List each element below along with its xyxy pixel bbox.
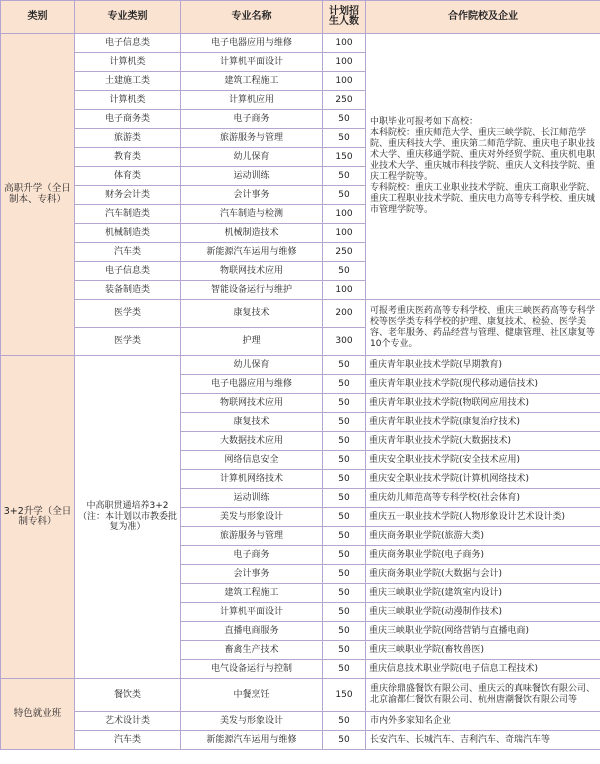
partner-cell: 重庆青年职业技术学院(大数据技术)	[366, 432, 600, 451]
major-cell: 电子电器应用与维修	[181, 34, 323, 53]
partner-cell: 重庆三峡职业学院(建筑室内设计)	[366, 584, 600, 603]
major-cell: 康复技术	[181, 413, 323, 432]
count-cell: 50	[323, 262, 366, 281]
partner-cell: 重庆青年职业技术学院(康复治疗技术)	[366, 413, 600, 432]
partner-cell: 重庆信息技术职业学院(电子信息工程技术)	[366, 660, 600, 679]
type-cell: 财务会计类	[75, 186, 181, 205]
count-cell: 50	[323, 167, 366, 186]
section-category: 高职升学（全日制本、专科）	[1, 34, 75, 356]
major-cell: 电气设备运行与控制	[181, 660, 323, 679]
count-cell: 100	[323, 281, 366, 300]
table-body	[1, 34, 600, 750]
major-cell: 直播电商服务	[181, 622, 323, 641]
major-cell: 美发与形象设计	[181, 712, 323, 731]
partner-cell: 重庆三峡职业学院(网络营销与直播电商)	[366, 622, 600, 641]
count-cell: 50	[323, 622, 366, 641]
partner-colleges-note: 中职毕业可报考如下高校： 本科院校：重庆师范大学、重庆三峡学院、长江师范学院、重庆科技大学、重庆第二师范学院、重庆电子职业技术大学、重庆移通学院、重庆对外经贸学院、重庆机电职业技术大学、重庆城市科技学院、重庆人文科技学院、重庆工程学院等。 专科院校：重庆工业职业技术学院、重庆工商职业学院、重庆工程职业技术学院、重庆电力高等专科学校、重庆城市管理学院等。	[366, 34, 600, 300]
table-row	[1, 34, 600, 53]
section-category: 3+2升学（全日制专科）	[1, 356, 75, 679]
major-cell: 物联网技术应用	[181, 394, 323, 413]
table-row	[1, 712, 600, 731]
partner-cell: 重庆青年职业技术学院(早期教育)	[366, 356, 600, 375]
count-cell: 50	[323, 451, 366, 470]
type-cell: 医学类	[75, 328, 181, 356]
partner-cell: 重庆徐鼎盛餐饮有限公司、重庆云的真味餐饮有限公司、北京渝都仁餐饮有限公司、杭州唐潮餐饮有限公司等	[366, 679, 600, 712]
major-cell: 中餐烹饪	[181, 679, 323, 712]
major-cell: 物联网技术应用	[181, 262, 323, 281]
section-category: 特色就业班	[1, 679, 75, 750]
type-cell: 机械制造类	[75, 224, 181, 243]
count-cell: 50	[323, 394, 366, 413]
count-cell: 50	[323, 470, 366, 489]
partner-cell: 重庆五一职业技术学院(人物形象设计艺术设计类)	[366, 508, 600, 527]
count-cell: 50	[323, 129, 366, 148]
major-cell: 会计事务	[181, 565, 323, 584]
major-cell: 康复技术	[181, 300, 323, 328]
partner-cell: 重庆三峡职业学院(动漫制作技术)	[366, 603, 600, 622]
major-cell: 大数据技术应用	[181, 432, 323, 451]
count-cell: 50	[323, 508, 366, 527]
major-cell: 建筑工程施工	[181, 584, 323, 603]
type-cell: 计算机类	[75, 53, 181, 72]
count-cell: 150	[323, 679, 366, 712]
partner-cell: 重庆青年职业技术学院(现代移动通信技术)	[366, 375, 600, 394]
major-cell: 汽车制造与检测	[181, 205, 323, 224]
count-cell: 50	[323, 712, 366, 731]
major-cell: 旅游服务与管理	[181, 129, 323, 148]
type-cell: 汽车类	[75, 731, 181, 750]
major-cell: 网络信息安全	[181, 451, 323, 470]
type-cell: 旅游类	[75, 129, 181, 148]
partner-cell: 重庆安全职业技术学院(安全技术应用)	[366, 451, 600, 470]
count-cell: 200	[323, 300, 366, 328]
major-cell: 电子商务	[181, 110, 323, 129]
major-cell: 运动训练	[181, 489, 323, 508]
major-cell: 建筑工程施工	[181, 72, 323, 91]
header-count: 计划招生人数	[323, 1, 366, 34]
count-cell: 50	[323, 641, 366, 660]
major-cell: 计算机应用	[181, 91, 323, 110]
major-cell: 会计事务	[181, 186, 323, 205]
count-cell: 50	[323, 565, 366, 584]
major-cell: 计算机平面设计	[181, 603, 323, 622]
type-cell: 装备制造类	[75, 281, 181, 300]
major-cell: 计算机平面设计	[181, 53, 323, 72]
major-cell: 机械制造技术	[181, 224, 323, 243]
major-cell: 美发与形象设计	[181, 508, 323, 527]
count-cell: 50	[323, 356, 366, 375]
major-cell: 智能设备运行与维护	[181, 281, 323, 300]
count-cell: 50	[323, 413, 366, 432]
count-cell: 50	[323, 432, 366, 451]
count-cell: 150	[323, 148, 366, 167]
header-category: 类别	[1, 1, 75, 34]
count-cell: 50	[323, 546, 366, 565]
type-cell: 汽车制造类	[75, 205, 181, 224]
partner-cell: 重庆幼儿师范高等专科学校(社会体育)	[366, 489, 600, 508]
count-cell: 50	[323, 660, 366, 679]
count-cell: 300	[323, 328, 366, 356]
count-cell: 250	[323, 243, 366, 262]
count-cell: 250	[323, 91, 366, 110]
major-cell: 畜禽生产技术	[181, 641, 323, 660]
major-cell: 护理	[181, 328, 323, 356]
type-cell: 教育类	[75, 148, 181, 167]
type-cell: 体育类	[75, 167, 181, 186]
type-cell-merged: 中高职贯通培养3+2（注：本计划以市教委批复为准）	[75, 356, 181, 679]
count-cell: 50	[323, 584, 366, 603]
partner-cell: 重庆青年职业技术学院(物联网应用技术)	[366, 394, 600, 413]
count-cell: 50	[323, 527, 366, 546]
major-cell: 电子商务	[181, 546, 323, 565]
major-cell: 新能源汽车运用与维修	[181, 243, 323, 262]
major-cell: 运动训练	[181, 167, 323, 186]
count-cell: 100	[323, 224, 366, 243]
major-cell: 电子电器应用与维修	[181, 375, 323, 394]
count-cell: 100	[323, 205, 366, 224]
type-cell: 电子商务类	[75, 110, 181, 129]
type-cell: 土建施工类	[75, 72, 181, 91]
major-cell: 幼儿保育	[181, 148, 323, 167]
partner-cell: 重庆商务职业学院(大数据与会计)	[366, 565, 600, 584]
header-major: 专业名称	[181, 1, 323, 34]
partner-cell: 重庆商务职业学院(旅游大类)	[366, 527, 600, 546]
count-cell: 50	[323, 489, 366, 508]
count-cell: 50	[323, 603, 366, 622]
partner-cell: 重庆三峡职业学院(畜牧兽医)	[366, 641, 600, 660]
count-cell: 50	[323, 375, 366, 394]
type-cell: 医学类	[75, 300, 181, 328]
table-row	[1, 679, 600, 712]
partner-cell: 重庆商务职业学院(电子商务)	[366, 546, 600, 565]
major-cell: 新能源汽车运用与维修	[181, 731, 323, 750]
partner-cell: 重庆安全职业技术学院(计算机网络技术)	[366, 470, 600, 489]
partner-cell: 长安汽车、长城汽车、吉利汽车、奇瑞汽车等	[366, 731, 600, 750]
header-type: 专业类别	[75, 1, 181, 34]
type-cell: 艺术设计类	[75, 712, 181, 731]
table-row	[1, 356, 600, 375]
major-cell: 计算机网络技术	[181, 470, 323, 489]
count-cell: 50	[323, 186, 366, 205]
type-cell: 电子信息类	[75, 262, 181, 281]
count-cell: 100	[323, 34, 366, 53]
table-row	[1, 731, 600, 750]
type-cell: 电子信息类	[75, 34, 181, 53]
header-partner: 合作院校及企业	[366, 1, 600, 34]
count-cell: 100	[323, 53, 366, 72]
major-cell: 旅游服务与管理	[181, 527, 323, 546]
partner-medical-note: 可报考重庆医药高等专科学校、重庆三峡医药高等专科学校等医学类专科学校的护理、康复技术、检验、医学美容、老年服务、药品经营与管理、健康管理、社区康复等10个专业。	[366, 300, 600, 356]
major-cell: 幼儿保育	[181, 356, 323, 375]
partner-cell: 市内外多家知名企业	[366, 712, 600, 731]
type-cell: 计算机类	[75, 91, 181, 110]
count-cell: 100	[323, 72, 366, 91]
count-cell: 50	[323, 110, 366, 129]
count-cell: 50	[323, 731, 366, 750]
table-row	[1, 300, 600, 328]
type-cell: 汽车类	[75, 243, 181, 262]
type-cell: 餐饮类	[75, 679, 181, 712]
header-row	[1, 1, 600, 34]
